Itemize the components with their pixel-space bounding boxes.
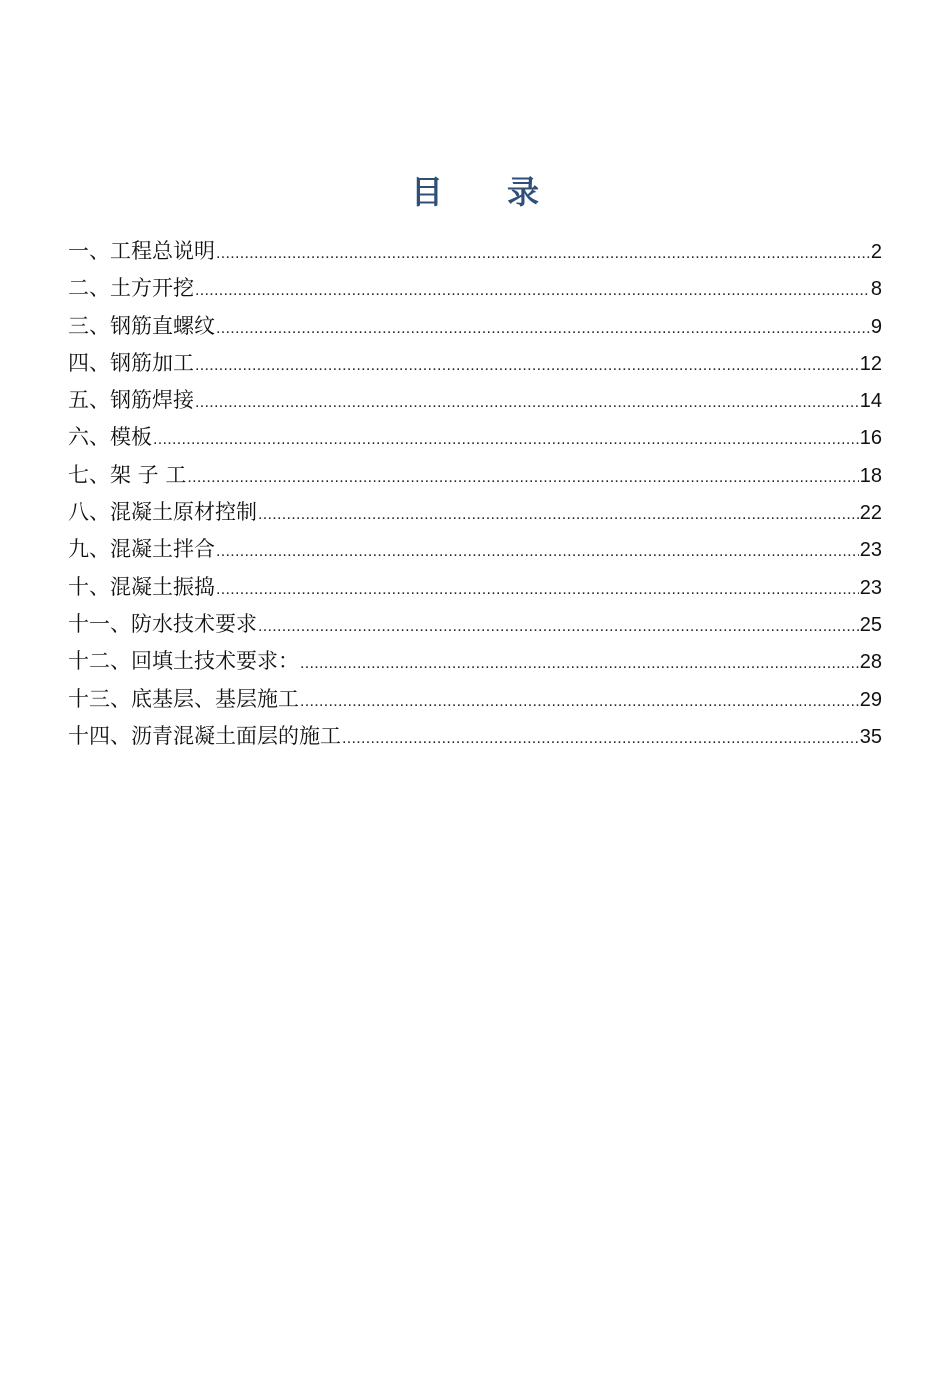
- toc-entry-label: 三、钢筋直螺纹: [68, 313, 215, 338]
- toc-entry-label: 八、混凝土原材控制: [68, 500, 257, 525]
- toc-dot-leader: [195, 384, 859, 421]
- toc-title: 目 录: [410, 173, 539, 211]
- toc-dot-leader: [195, 272, 870, 309]
- toc-dot-leader: [216, 533, 859, 570]
- toc-dot-leader: [153, 421, 859, 458]
- toc-dot-leader: [258, 608, 859, 645]
- toc-entry-page: 22: [859, 502, 882, 525]
- toc-entry[interactable]: [68, 531, 882, 568]
- toc-entry-label: 四、钢筋加工: [68, 350, 194, 375]
- toc-entry-label: 十三、底基层、基层施工: [68, 686, 299, 711]
- toc-dot-leader: [300, 683, 859, 720]
- toc-entry[interactable]: [68, 681, 882, 718]
- toc-entry[interactable]: [68, 233, 882, 270]
- toc-dot-leader: [187, 459, 858, 496]
- toc-entry[interactable]: [68, 419, 882, 456]
- toc-entry-label: 六、模板: [68, 425, 152, 450]
- toc-entry-page: 28: [859, 651, 882, 674]
- toc-entry-label: 十一、防水技术要求: [68, 611, 257, 636]
- toc-entry-label: 二、土方开挖: [68, 276, 194, 301]
- toc-dot-leader: [195, 347, 859, 384]
- toc-entry-label: 十二、回填土技术要求：: [68, 649, 299, 674]
- toc-entry[interactable]: [68, 270, 882, 307]
- toc-dot-leader: [216, 235, 870, 272]
- toc-entry-page: 35: [859, 725, 882, 748]
- toc-entry-label: 五、钢筋焊接: [68, 388, 194, 413]
- toc-entry-page: 2: [870, 241, 882, 263]
- toc-entry-label: 七、架 子 工: [68, 462, 187, 487]
- toc-dot-leader: [216, 310, 870, 347]
- toc-list: [68, 233, 882, 755]
- toc-entry[interactable]: [68, 643, 882, 680]
- toc-entry[interactable]: [68, 494, 882, 531]
- toc-entry-page: 9: [870, 315, 882, 338]
- toc-dot-leader: [342, 720, 859, 757]
- toc-entry-page: 16: [859, 427, 882, 450]
- toc-entry[interactable]: [68, 382, 882, 419]
- toc-entry-page: 23: [859, 539, 882, 562]
- toc-entry-label: 一、工程总说明: [68, 239, 215, 263]
- toc-entry-label: 九、混凝土拌合: [68, 537, 215, 562]
- toc-dot-leader: [300, 645, 859, 682]
- toc-entry-page: 12: [859, 352, 882, 375]
- toc-entry-page: 25: [859, 613, 882, 636]
- toc-entry-label: 十、混凝土振捣: [68, 574, 215, 599]
- toc-entry-page: 23: [859, 576, 882, 599]
- toc-dot-leader: [216, 571, 859, 608]
- toc-entry-page: 14: [859, 390, 882, 413]
- toc-entry[interactable]: [68, 457, 882, 494]
- toc-entry[interactable]: [68, 345, 882, 382]
- toc-entry[interactable]: [68, 718, 882, 755]
- toc-entry[interactable]: [68, 308, 882, 345]
- toc-entry[interactable]: [68, 569, 882, 606]
- toc-entry-page: 8: [870, 278, 882, 301]
- toc-dot-leader: [258, 496, 859, 533]
- toc-entry-page: 18: [859, 464, 882, 487]
- toc-entry-page: 29: [859, 688, 882, 711]
- toc-entry-label: 十四、沥青混凝土面层的施工: [68, 723, 341, 748]
- toc-entry[interactable]: [68, 606, 882, 643]
